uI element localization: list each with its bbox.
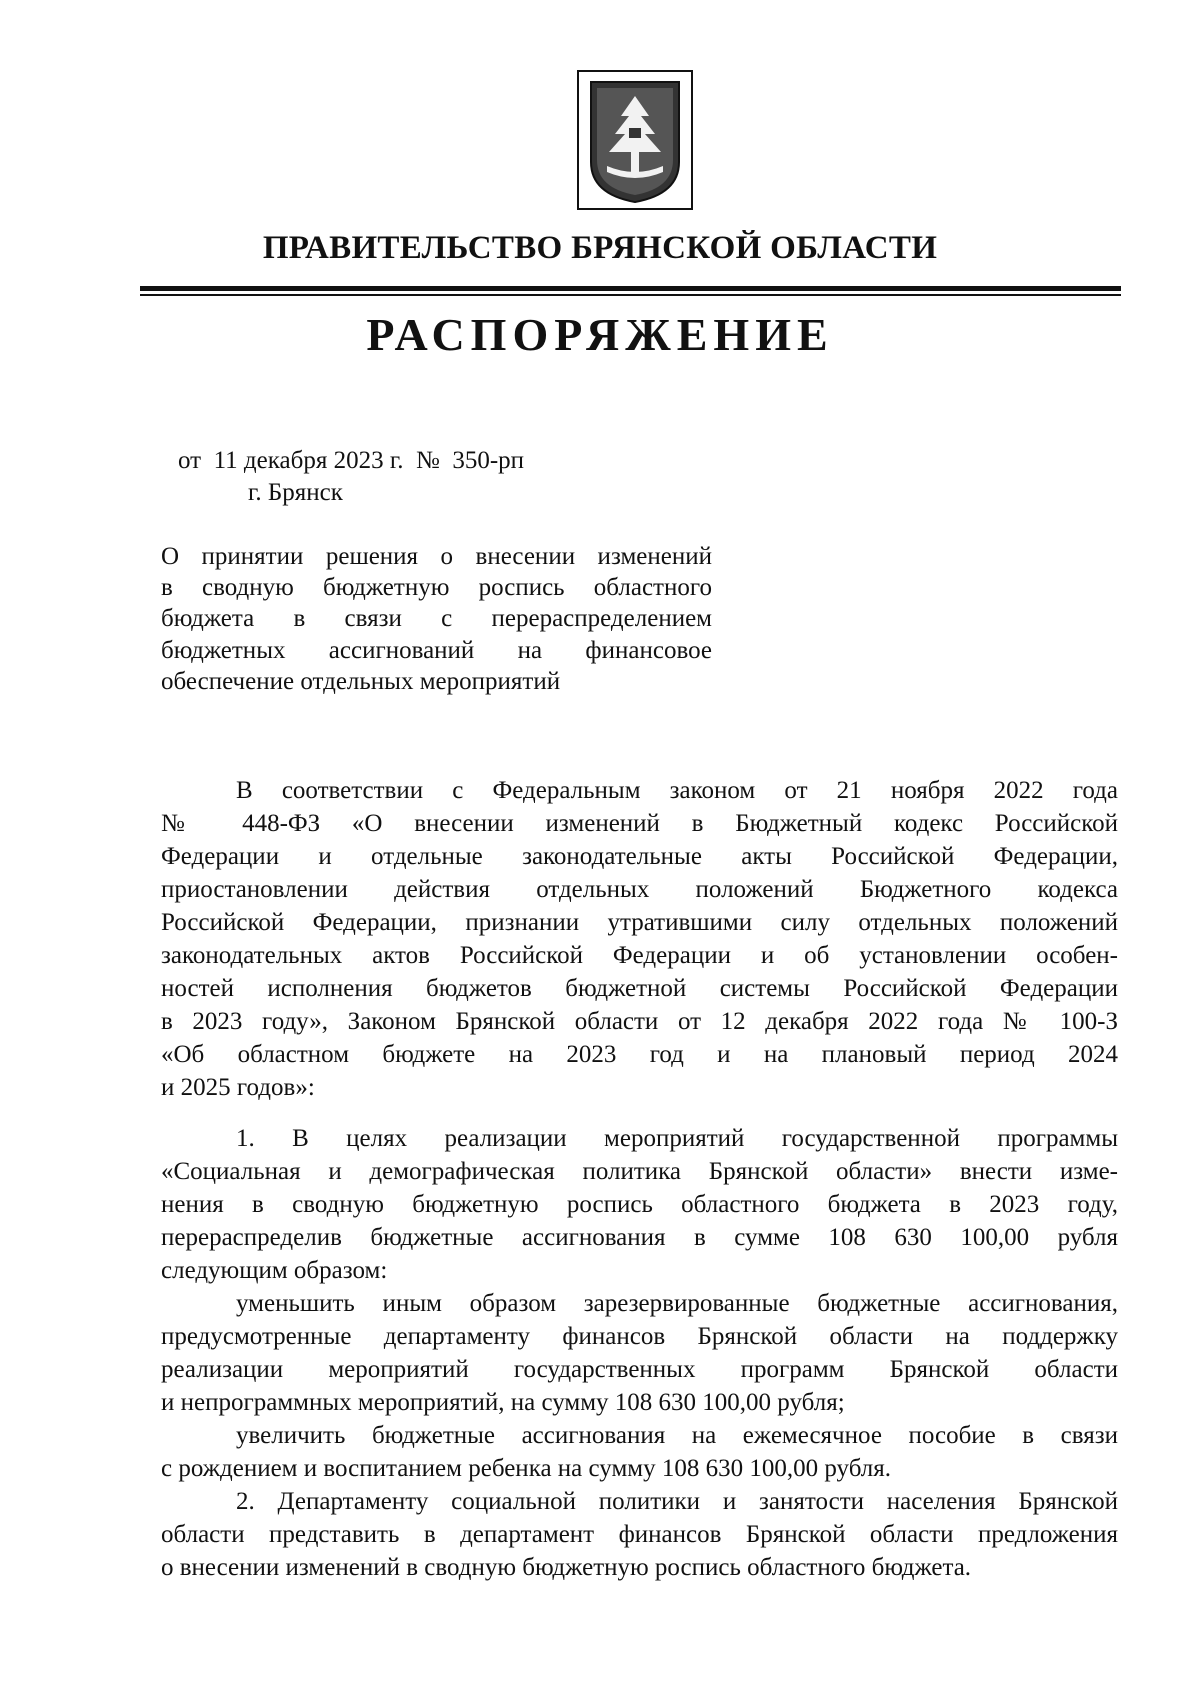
text-line: Российской Федерации, признании утратившими силу отдельных положений (161, 909, 1118, 936)
item-1-paragraph (161, 1122, 1118, 1584)
subject-line: обеспечение отдельных мероприятий (161, 667, 561, 695)
text-line: с рождением и воспитанием ребенка на сумму 108 630 100,00 рубля. (161, 1455, 892, 1482)
text-line: приостановлении действия отдельных положений Бюджетного кодекса (161, 876, 1118, 903)
coat-of-arms-bryansk-icon (577, 70, 693, 210)
document-date-number: от 11 декабря 2023 г. № 350-рп (178, 447, 525, 474)
text-line: увеличить бюджетные ассигнования на ежемесячное пособие в связи (236, 1422, 1118, 1449)
text-line: реализации мероприятий государственных программ Брянской области (161, 1356, 1118, 1383)
text-line: «Об областном бюджете на 2023 год и на плановый период 2024 (161, 1041, 1118, 1068)
text-line: законодательных актов Российской Федерации и об установлении особен- (161, 942, 1118, 969)
subject-line: бюджета в связи с перераспределением (161, 605, 712, 633)
text-line: перераспределив бюджетные ассигнования в сумме 108 630 100,00 рубля (161, 1224, 1118, 1251)
preamble-paragraph (161, 774, 1118, 1104)
government-name: ПРАВИТЕЛЬСТВО БРЯНСКОЙ ОБЛАСТИ (262, 230, 938, 266)
text-line: нения в сводную бюджетную роспись областного бюджета в 2023 году, (161, 1191, 1118, 1218)
text-line: «Социальная и демографическая политика Брянской области» внести изме- (161, 1158, 1118, 1185)
text-line: о внесении изменений в сводную бюджетную роспись областного бюджета. (161, 1554, 972, 1581)
text-line: уменьшить иным образом зарезервированные бюджетные ассигнования, (236, 1290, 1118, 1317)
text-line: 1. В целях реализации мероприятий государственной программы (236, 1125, 1118, 1152)
subject-line: в сводную бюджетную роспись областного (161, 574, 712, 602)
text-line: следующим образом: (161, 1257, 388, 1284)
text-line: и 2025 годов»: (161, 1074, 315, 1101)
document-subject (161, 541, 712, 697)
text-line: № 448-ФЗ «О внесении изменений в Бюджетный кодекс Российской (161, 810, 1118, 837)
text-line: предусмотренные департаменту финансов Брянской области на поддержку (161, 1323, 1118, 1350)
document-type-title: РАСПОРЯЖЕНИЕ (366, 309, 834, 360)
document-city: г. Брянск (248, 479, 343, 506)
text-line: и непрограммных мероприятий, на сумму 108 630 100,00 рубля; (161, 1389, 845, 1416)
text-line: В соответствии с Федеральным законом от 21 ноября 2022 года (236, 777, 1118, 804)
text-line: ностей исполнения бюджетов бюджетной системы Российской Федерации (161, 975, 1118, 1002)
subject-line: бюджетных ассигнований на финансовое (161, 636, 712, 664)
header-divider-thin (140, 294, 1121, 296)
subject-line: О принятии решения о внесении изменений (161, 543, 712, 570)
header-divider-thick (140, 286, 1121, 291)
text-line: в 2023 году», Законом Брянской области от 12 декабря 2022 года № 100-З (161, 1008, 1118, 1035)
text-line: 2. Департаменту социальной политики и занятости населения Брянской (236, 1488, 1118, 1515)
text-line: Федерации и отдельные законодательные акты Российской Федерации, (161, 843, 1118, 870)
text-line: области представить в департамент финансов Брянской области предложения (161, 1521, 1118, 1548)
